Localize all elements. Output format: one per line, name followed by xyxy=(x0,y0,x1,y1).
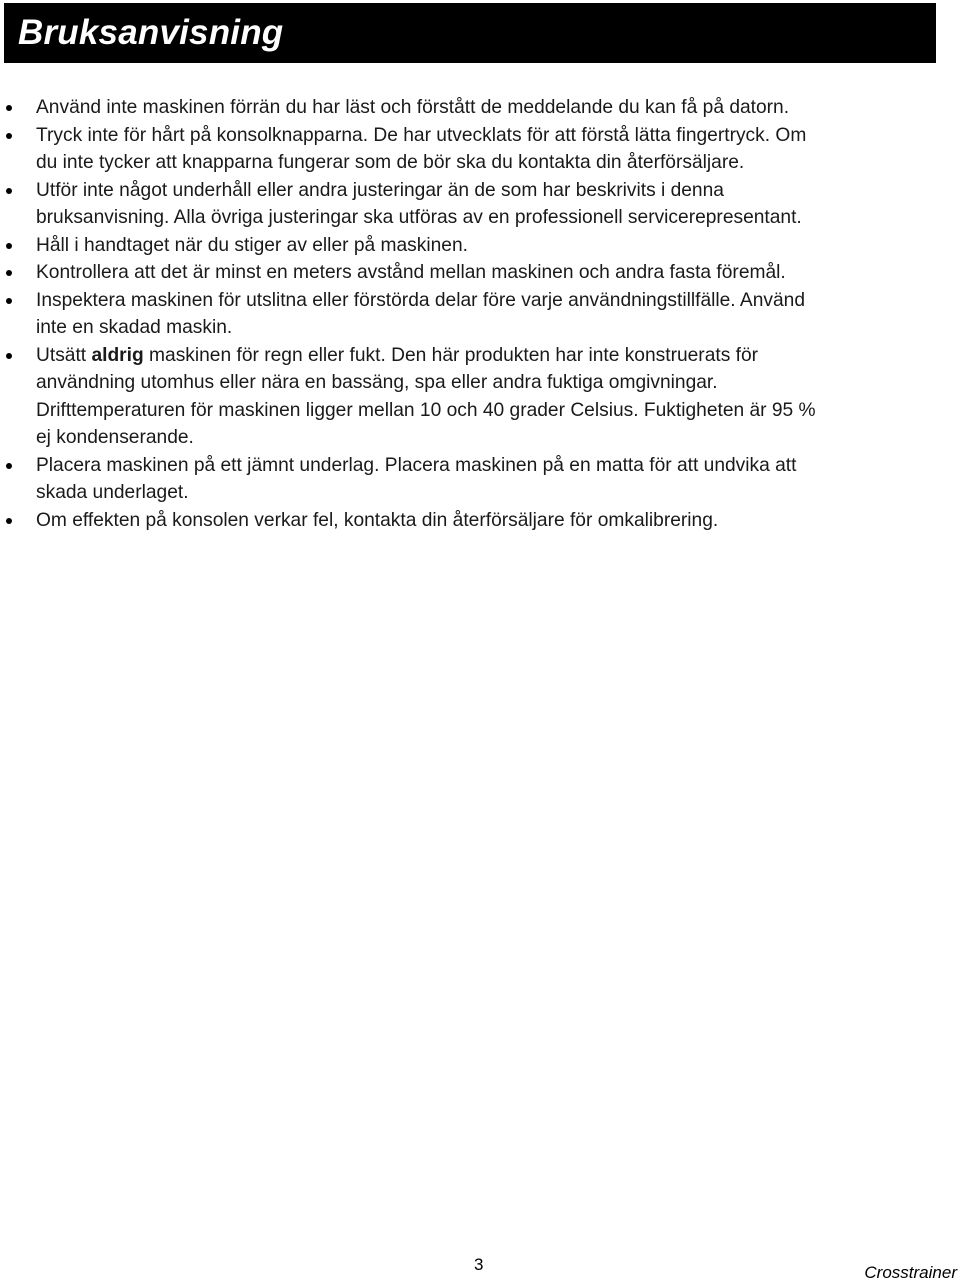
instruction-text: Drifttemperaturen för maskinen ligger mellan 10 och 40 grader Celsius. Fuktigheten är 95 % xyxy=(36,399,816,421)
instruction-line xyxy=(36,287,930,315)
bullet-icon xyxy=(6,243,12,249)
bullet-icon xyxy=(6,133,12,139)
page-title: Bruksanvisning xyxy=(18,13,284,52)
instruction-line xyxy=(36,177,930,205)
instruction-text: användning utomhus eller nära en bassäng, spa eller andra fuktiga omgivningar. xyxy=(36,372,718,393)
bullet-icon xyxy=(6,463,12,469)
bullet-icon xyxy=(6,188,12,194)
instruction-line xyxy=(36,424,930,452)
bullet-icon xyxy=(6,518,12,524)
instruction-text: Använd inte maskinen förrän du har läst och förstått de meddelande du kan få på datorn. xyxy=(36,97,790,118)
instruction-text: bruksanvisning. Alla övriga justeringar ska utföras av en professionell servicerepresentant. xyxy=(36,207,802,228)
instruction-line xyxy=(36,369,930,397)
instruction-item xyxy=(0,342,930,452)
instruction-text: Om effekten på konsolen verkar fel, kontakta din återförsäljare för omkalibrering. xyxy=(36,509,719,531)
instruction-text: maskinen för regn eller fukt. Den här produkten har inte konstruerats för xyxy=(143,344,759,366)
instruction-line xyxy=(36,259,930,287)
instruction-line xyxy=(36,232,930,260)
instruction-line xyxy=(36,149,930,177)
instruction-line xyxy=(36,314,930,342)
instruction-text: ej kondenserande. xyxy=(36,427,194,448)
instruction-item xyxy=(0,232,930,260)
instruction-list xyxy=(0,94,930,534)
instruction-item xyxy=(0,287,930,342)
bullet-icon xyxy=(6,105,12,111)
instruction-text: Utsätt xyxy=(36,344,92,366)
instruction-text: Håll i handtaget när du stiger av eller på maskinen. xyxy=(36,234,468,256)
instruction-text: Inspektera maskinen för utslitna eller förstörda delar före varje användningstillfälle. Använd xyxy=(36,289,805,311)
instruction-text: du inte tycker att knapparna fungerar som de bör ska du kontakta din återförsäljare. xyxy=(36,152,745,173)
instruction-line xyxy=(36,342,930,370)
instruction-item xyxy=(0,259,930,287)
instruction-text: Kontrollera att det är minst en meters avstånd mellan maskinen och andra fasta föremål. xyxy=(36,262,786,283)
instruction-line xyxy=(36,479,930,507)
page-number: 3 xyxy=(474,1255,484,1274)
bullet-icon xyxy=(6,270,12,276)
instruction-text: skada underlaget. xyxy=(36,482,189,503)
instruction-item xyxy=(0,452,930,507)
footer-product-label: Crosstrainer xyxy=(864,1263,957,1282)
emphasis-text: aldrig xyxy=(91,344,144,366)
instruction-item xyxy=(0,507,930,535)
instruction-line xyxy=(36,94,930,122)
bullet-icon xyxy=(6,298,12,304)
instruction-line xyxy=(36,452,930,480)
instruction-item xyxy=(0,122,930,177)
instruction-text: Tryck inte för hårt på konsolknapparna. De har utvecklats för att förstå lätta fingertryck. Om xyxy=(36,124,807,146)
instruction-line xyxy=(36,507,930,535)
instruction-item xyxy=(0,177,930,232)
section-header-bar xyxy=(4,3,936,63)
instruction-line xyxy=(36,204,930,232)
instruction-line xyxy=(36,122,930,150)
instruction-line xyxy=(36,397,930,425)
instruction-text: Utför inte något underhåll eller andra justeringar än de som har beskrivits i denna xyxy=(36,179,724,201)
instruction-text: Placera maskinen på ett jämnt underlag. Placera maskinen på en matta för att undvika att xyxy=(36,454,797,476)
instruction-item xyxy=(0,94,930,122)
instruction-text: inte en skadad maskin. xyxy=(36,317,233,338)
bullet-icon xyxy=(6,353,12,359)
